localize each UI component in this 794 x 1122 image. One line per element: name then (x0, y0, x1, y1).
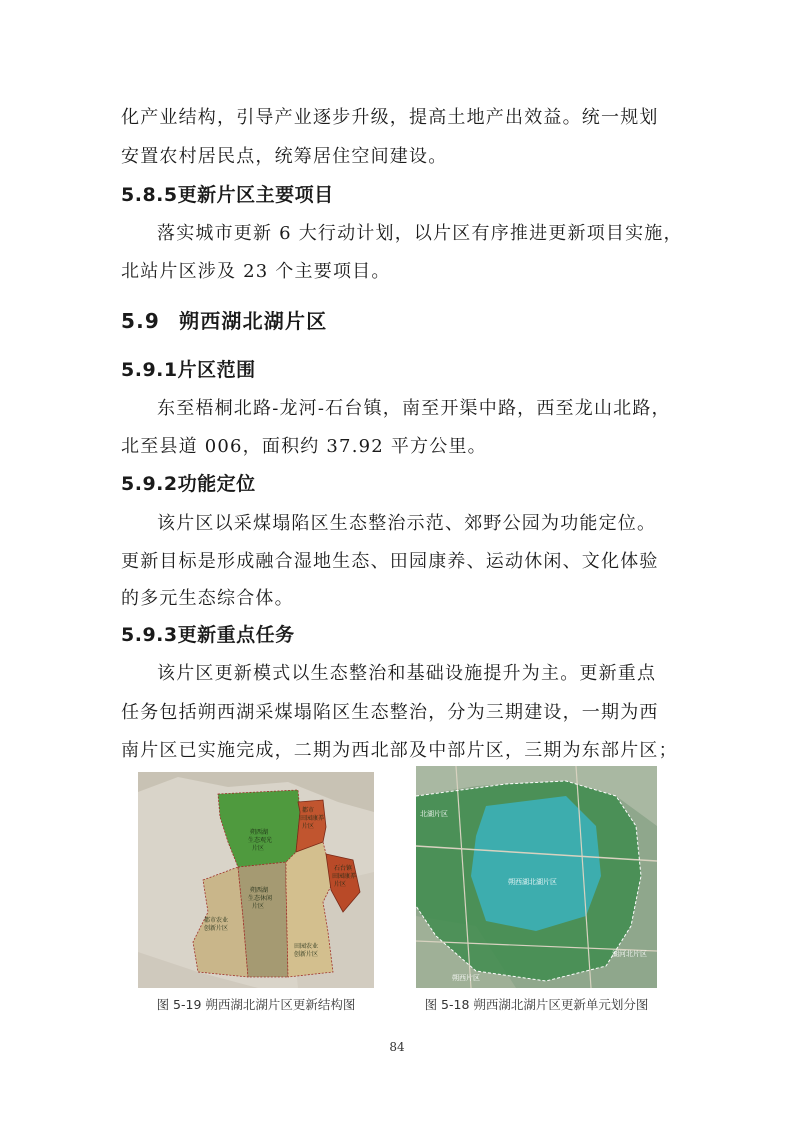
section-number: 5.9 (121, 309, 161, 333)
core-area (471, 796, 601, 931)
page-number: 84 (389, 1040, 405, 1054)
paragraph-line: 安置农村居民点，统筹居住空间建设。 (121, 146, 448, 167)
paragraph-line: 的多元生态综合体。 (121, 588, 294, 609)
paragraph-line: 任务包括朔西湖采煤塌陷区生态整治，分为三期建设，一期为西 (121, 702, 659, 723)
structure-map (138, 772, 374, 988)
figure-caption-left: 图 5-19 朔西湖北湖片区更新结构图 (156, 997, 356, 1012)
svg-text:生态休闲: 生态休闲 (248, 895, 273, 902)
section-heading-5-9-3: 5.9.3更新重点任务 (121, 624, 295, 646)
paragraph-line: 该片区以采煤塌陷区生态整治示范、郊野公园为功能定位。 (157, 513, 657, 534)
svg-text:都市农业: 都市农业 (204, 917, 229, 924)
svg-text:生态观光: 生态观光 (248, 837, 273, 844)
section-heading-5-9 (121, 309, 327, 333)
paragraph-line: 该片区更新模式以生态整治和基础设施提升为主。更新重点 (157, 663, 657, 684)
svg-text:朔西湖: 朔西湖 (250, 829, 269, 836)
area-label: 北湖片区 (420, 810, 448, 818)
paragraph-line: 化产业结构，引导产业逐步升级，提高土地产出效益。统一规划 (121, 107, 659, 128)
svg-text:创新片区: 创新片区 (294, 951, 319, 958)
section-title: 朔西湖北湖片区 (179, 309, 328, 333)
svg-text:片区: 片区 (302, 823, 315, 830)
paragraph-line: 东至梧桐北路-龙河-石台镇，南至开渠中路，西至龙山北路， (157, 398, 671, 419)
section-heading-5-9-2: 5.9.2功能定位 (121, 473, 256, 495)
svg-text:田园农业: 田园农业 (294, 943, 319, 950)
figure-caption-right: 图 5-18 朔西湖北湖片区更新单元划分图 (424, 997, 649, 1012)
svg-text:石台镇: 石台镇 (334, 865, 353, 872)
svg-text:片区: 片区 (334, 881, 347, 888)
svg-text:朔西湖: 朔西湖 (250, 887, 269, 894)
unit-division-map (416, 766, 657, 988)
paragraph-line: 落实城市更新 6 大行动计划，以片区有序推进更新项目实施， (157, 223, 683, 244)
paragraph-line: 北站片区涉及 23 个主要项目。 (121, 261, 391, 282)
paragraph-line: 更新目标是形成融合湿地生态、田园康养、运动休闲、文化体验 (121, 551, 659, 572)
area-label: 湖河北片区 (612, 950, 647, 958)
structure-map-figure (138, 772, 374, 988)
unit-division-map-figure (416, 766, 657, 988)
svg-text:田园康养: 田园康养 (332, 873, 357, 880)
svg-text:创新片区: 创新片区 (204, 925, 229, 932)
svg-text:片区: 片区 (252, 845, 265, 852)
svg-text:田园康养: 田园康养 (300, 815, 325, 822)
svg-text:片区: 片区 (252, 903, 265, 910)
section-heading-5-8-5: 5.8.5更新片区主要项目 (121, 184, 334, 206)
paragraph-line: 北至县道 006，面积约 37.92 平方公里。 (121, 436, 487, 457)
paragraph-line: 南片区已实施完成，二期为西北部及中部片区，三期为东部片区； (121, 740, 678, 761)
svg-text:都市: 都市 (302, 807, 315, 814)
area-label: 朔西片区 (452, 974, 480, 982)
area-label: 朔西湖北湖片区 (508, 878, 557, 886)
section-heading-5-9-1: 5.9.1片区范围 (121, 359, 256, 381)
